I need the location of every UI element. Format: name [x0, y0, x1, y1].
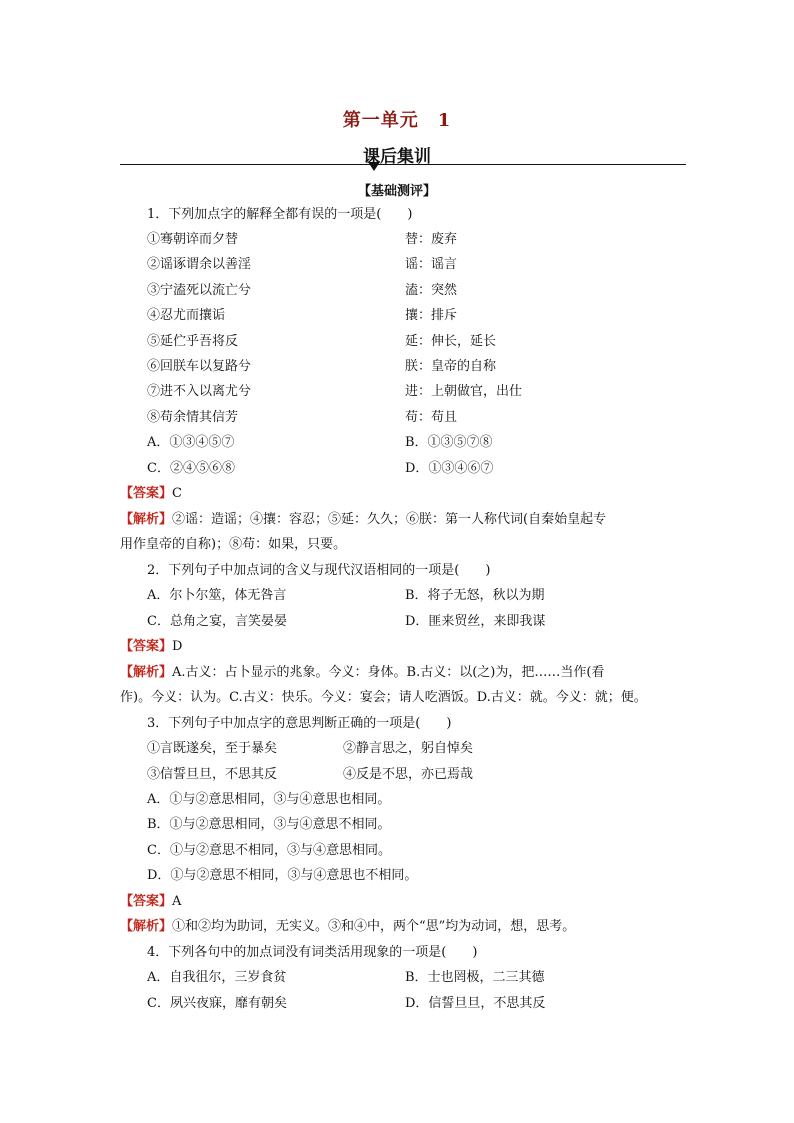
answer-label: 【答案】: [120, 894, 173, 909]
q3-item: ④反是不思，亦已焉哉: [343, 767, 474, 782]
analysis-label: 【解析】: [120, 512, 173, 527]
analysis-text: ①和②均为助词，无实义。③和④中，两个“思”均为动词，想，思考。: [172, 919, 576, 934]
q2-analysis-line: [120, 665, 604, 681]
q1-item-left: ⑥回朕车以复路兮: [147, 359, 252, 374]
q1-item-right: 苟：苟且: [405, 410, 458, 425]
q4-stem: 4．下列各句中的加点词没有词类活用现象的一项是( ): [147, 945, 478, 960]
q3-analysis-line: [120, 919, 575, 935]
triangle-down-icon: [368, 162, 380, 171]
q1-item-right: 谣：谣言: [405, 257, 458, 272]
q1-item-left: ②谣诼谓余以善淫: [147, 257, 252, 272]
q2-analysis-line: 作)。今义：认为。C.古义：快乐。今义：宴会；请人吃酒饭。D.古义：就。今义：就；便。: [120, 690, 647, 705]
q1-option-a: A．①③④⑤⑦: [147, 435, 235, 450]
q1-item-right: 替：废弃: [405, 232, 458, 247]
q1-item-left: ④忍尤而攘诟: [147, 308, 226, 323]
q1-answer: [120, 486, 182, 502]
q1-item-right: 攘：排斥: [405, 308, 458, 323]
analysis-label: 【解析】: [120, 919, 173, 934]
q2-option-d: D．匪来贸丝，来即我谋: [405, 614, 546, 629]
page-subtitle: 课后集训: [363, 147, 431, 167]
q1-option-d: D．①③④⑥⑦: [405, 461, 494, 476]
q1-item-right: 溘：突然: [405, 283, 458, 298]
answer-label: 【答案】: [120, 639, 173, 654]
q1-item-left: ⑦进不入以离尤兮: [147, 384, 252, 399]
q4-option-a: A．自我徂尔，三岁食贫: [147, 970, 287, 985]
q1-item-left: ⑤延伫乎吾将反: [147, 334, 239, 349]
q3-option-d: D．①与②意思不相同，③与④意思也不相同。: [147, 868, 418, 883]
section-heading: 【基础测评】: [357, 184, 436, 199]
analysis-text: ②谣：造谣；④攘：容忍；⑤延：久久；⑥朕：第一人称代词(自秦始皇起专: [172, 512, 607, 527]
q3-item: ③信誓旦旦，不思其反: [147, 767, 278, 782]
q4-option-b: B．士也罔极，二三其德: [405, 970, 545, 985]
q1-item-left: ⑧苟余情其信芳: [147, 410, 239, 425]
q1-item-right: 延：伸长，延长: [405, 334, 497, 349]
q1-option-b: B．①③⑤⑦⑧: [405, 435, 493, 450]
q3-option-b: B．①与②意思相同，③与④意思不相同。: [147, 817, 391, 832]
q4-option-c: C．夙兴夜寐，靡有朝矣: [147, 996, 287, 1011]
q1-item-left: ①骞朝谇而夕替: [147, 232, 239, 247]
q1-analysis-line: [120, 512, 606, 528]
answer-label: 【答案】: [120, 486, 173, 501]
q1-item-left: ③宁溘死以流亡兮: [147, 283, 252, 298]
q3-option-c: C．①与②意思不相同，③与④意思相同。: [147, 843, 391, 858]
q3-stem: 3．下列句子中加点字的意思判断正确的一项是( ): [147, 716, 452, 731]
q2-option-c: C．总角之宴，言笑晏晏: [147, 614, 287, 629]
q2-stem: 2．下列句子中加点词的含义与现代汉语相同的一项是( ): [147, 563, 491, 578]
q2-option-a: A．尔卜尔筮，体无咎言: [147, 588, 287, 603]
q4-option-d: D．信誓旦旦，不思其反: [405, 996, 546, 1011]
answer-value: D: [172, 639, 183, 654]
q3-answer: [120, 894, 181, 910]
answer-value: C: [172, 486, 182, 501]
page-title: 第一单元 1: [342, 110, 452, 131]
q2-option-b: B．将子无怒，秋以为期: [405, 588, 545, 603]
analysis-label: 【解析】: [120, 665, 173, 680]
q2-answer: [120, 639, 182, 655]
analysis-text: A.古义：占卜显示的兆象。今义：身体。B.古义：以(之)为，把……当作(看: [172, 665, 605, 680]
answer-value: A: [172, 894, 182, 909]
q3-item: ②静言思之，躬自悼矣: [343, 741, 474, 756]
q1-item-right: 进：上朝做官，出仕: [405, 384, 523, 399]
q1-item-right: 朕：皇帝的自称: [405, 359, 497, 374]
title-divider: [120, 164, 686, 165]
q3-item: ①言既遂矣，至于暴矣: [147, 741, 278, 756]
q1-analysis-line: 用作皇帝的自称)；⑧苟：如果，只要。: [120, 537, 347, 552]
q3-option-a: A．①与②意思相同，③与④意思也相同。: [147, 792, 391, 807]
q1-option-c: C．②④⑤⑥⑧: [147, 461, 235, 476]
q1-stem: 1．下列加点字的解释全都有误的一项是( ): [147, 207, 413, 222]
